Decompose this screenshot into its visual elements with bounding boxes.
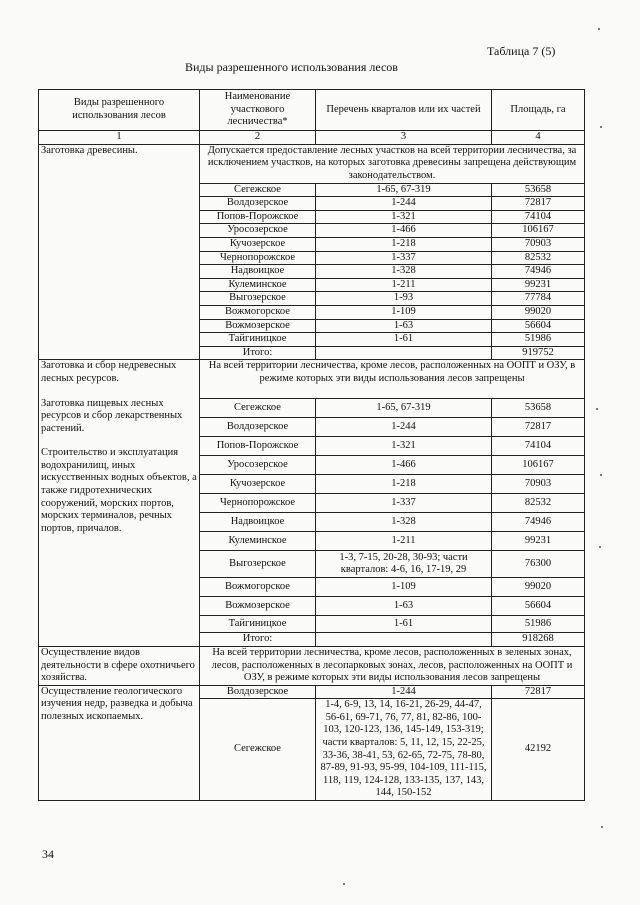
forest-use-table (38, 89, 585, 801)
page-number: 34 (42, 847, 54, 861)
block-list: 1-93 (316, 292, 492, 306)
block-list: 1-211 (316, 278, 492, 292)
forestry-name: Чернопорожское (200, 251, 316, 265)
block-list: 1-61 (316, 616, 492, 633)
use-type-text: Строительство и эксплуатация водохранилищ, иных искусственных водных объектов, а также гидротехнических сооружений, морских портов, морских терминалов, речных портов, причалов. (41, 447, 197, 534)
forestry-name: Надвоицкое (200, 513, 316, 532)
area-value: 72817 (492, 685, 585, 699)
use-type-cell: Осуществление видов деятельности в сфере охотничьего хозяйства. (39, 646, 200, 685)
section-description-row (39, 646, 585, 685)
area-value: 74104 (492, 210, 585, 224)
forestry-name: Вожмозерское (200, 319, 316, 333)
area-value: 74946 (492, 513, 585, 532)
block-list: 1-321 (316, 210, 492, 224)
block-list: 1-466 (316, 224, 492, 238)
forestry-name: Вожмогорское (200, 578, 316, 597)
block-list: 1-61 (316, 333, 492, 347)
block-list: 1-244 (316, 685, 492, 699)
forestry-name: Сегежское (200, 399, 316, 418)
block-list: 1-65, 67-319 (316, 399, 492, 418)
area-value: 53658 (492, 183, 585, 197)
block-list: 1-4, 6-9, 13, 14, 16-21, 26-29, 44-47, 56-61, 69-71, 76, 77, 81, 82-86, 100-103, 120-123, 136, 145-149, 153-319; части кварталов: 5, 11, 12, 15, 22-25, 33-36, 38-41, 53, 62-65, 72-75, 78-80, 87-89, 91-93, 95-99, 104-109, 111-115, 118, 119, 124-128, 133-135, 137, 143, 144, 150-152 (316, 699, 492, 801)
use-type-cell (39, 360, 200, 647)
forestry-row (39, 685, 585, 699)
column-number-row (39, 131, 585, 145)
area-value: 72817 (492, 197, 585, 211)
empty-cell (316, 346, 492, 360)
area-value: 70903 (492, 475, 585, 494)
block-list: 1-211 (316, 532, 492, 551)
table-label: Таблица 7 (5) (487, 44, 556, 58)
column-header: Виды разрешенного использования лесов (39, 90, 200, 131)
column-header: Площадь, га (492, 90, 585, 131)
column-number: 4 (492, 131, 585, 145)
forestry-name: Кучозерское (200, 237, 316, 251)
block-list: 1-244 (316, 197, 492, 211)
forestry-name: Попов-Порожское (200, 210, 316, 224)
total-label: Итого: (200, 633, 316, 647)
area-value: 74946 (492, 265, 585, 279)
column-number: 2 (200, 131, 316, 145)
area-value: 42192 (492, 699, 585, 801)
section-description-row (39, 144, 585, 183)
forestry-name: Волдозерское (200, 685, 316, 699)
scan-speck (599, 546, 601, 548)
forestry-name: Кулеминское (200, 532, 316, 551)
block-list: 1-3, 7-15, 20-28, 30-93; части кварталов: 4-6, 16, 17-19, 29 (316, 551, 492, 578)
section-description-row (39, 360, 585, 399)
empty-cell (316, 633, 492, 647)
block-list: 1-218 (316, 237, 492, 251)
forestry-name: Волдозерское (200, 418, 316, 437)
area-value: 77784 (492, 292, 585, 306)
scan-speck (598, 28, 600, 30)
forestry-name: Надвоицкое (200, 265, 316, 279)
area-value: 56604 (492, 319, 585, 333)
scan-speck (601, 826, 603, 828)
area-value: 74104 (492, 437, 585, 456)
forestry-name: Уросозерское (200, 456, 316, 475)
scan-speck (600, 474, 602, 476)
use-type-text: Заготовка и сбор недревесных лесных ресурсов. (41, 360, 177, 384)
forestry-name: Тайгиницкое (200, 616, 316, 633)
column-header: Перечень кварталов или их частей (316, 90, 492, 131)
block-list: 1-337 (316, 494, 492, 513)
block-list: 1-244 (316, 418, 492, 437)
total-value: 918268 (492, 633, 585, 647)
column-number: 1 (39, 131, 200, 145)
area-value: 76300 (492, 551, 585, 578)
scan-speck (343, 883, 345, 885)
forestry-name: Выгозерское (200, 292, 316, 306)
area-value: 99020 (492, 578, 585, 597)
forestry-name: Вожмогорское (200, 305, 316, 319)
column-header: Наименование участкового лесничества* (200, 90, 316, 131)
header-row (39, 90, 585, 131)
area-value: 51986 (492, 333, 585, 347)
use-type-cell: Заготовка древесины. (39, 144, 200, 360)
block-list: 1-321 (316, 437, 492, 456)
block-list: 1-466 (316, 456, 492, 475)
forestry-name: Уросозерское (200, 224, 316, 238)
area-value: 51986 (492, 616, 585, 633)
area-value: 106167 (492, 224, 585, 238)
area-value: 70903 (492, 237, 585, 251)
area-value: 106167 (492, 456, 585, 475)
forestry-name: Сегежское (200, 183, 316, 197)
scan-speck (596, 408, 598, 410)
section-description: На всей территории лесничества, кроме лесов, расположенных в зеленых зонах, лесов, расположенных в лесопарковых зонах, лесов, расположенных на ООПТ и ОЗУ, в режиме которых эти виды использования лесов запрещены (200, 646, 585, 685)
forestry-name: Вожмозерское (200, 597, 316, 616)
forestry-name: Волдозерское (200, 197, 316, 211)
block-list: 1-328 (316, 265, 492, 279)
section-description: На всей территории лесничества, кроме лесов, расположенных на ООПТ и ОЗУ, в режиме которых эти виды использования лесов запрещены (200, 360, 585, 399)
block-list: 1-218 (316, 475, 492, 494)
area-value: 99020 (492, 305, 585, 319)
column-number: 3 (316, 131, 492, 145)
forestry-name: Попов-Порожское (200, 437, 316, 456)
forestry-name: Выгозерское (200, 551, 316, 578)
forestry-name: Кулеминское (200, 278, 316, 292)
section-description: Допускается предоставление лесных участков на всей территории лесничества, за исключением участков, на которых заготовка древесины запрещена действующим законодательством. (200, 144, 585, 183)
total-value: 919752 (492, 346, 585, 360)
area-value: 82532 (492, 251, 585, 265)
block-list: 1-65, 67-319 (316, 183, 492, 197)
block-list: 1-109 (316, 578, 492, 597)
total-label: Итого: (200, 346, 316, 360)
block-list: 1-109 (316, 305, 492, 319)
area-value: 72817 (492, 418, 585, 437)
use-type-text: Заготовка пищевых лесных ресурсов и сбор лекарственных растений. (41, 397, 183, 434)
area-value: 99231 (492, 532, 585, 551)
use-type-cell: Осуществление геологического изучения недр, разведка и добыча полезных ископаемых. (39, 685, 200, 800)
forestry-name: Сегежское (200, 699, 316, 801)
area-value: 53658 (492, 399, 585, 418)
document-title: Виды разрешенного использования лесов (185, 60, 398, 74)
block-list: 1-328 (316, 513, 492, 532)
block-list: 1-63 (316, 319, 492, 333)
scan-speck (600, 126, 602, 128)
forestry-name: Кучозерское (200, 475, 316, 494)
forestry-name: Чернопорожское (200, 494, 316, 513)
area-value: 99231 (492, 278, 585, 292)
block-list: 1-337 (316, 251, 492, 265)
area-value: 56604 (492, 597, 585, 616)
area-value: 82532 (492, 494, 585, 513)
forestry-name: Тайгиницкое (200, 333, 316, 347)
block-list: 1-63 (316, 597, 492, 616)
